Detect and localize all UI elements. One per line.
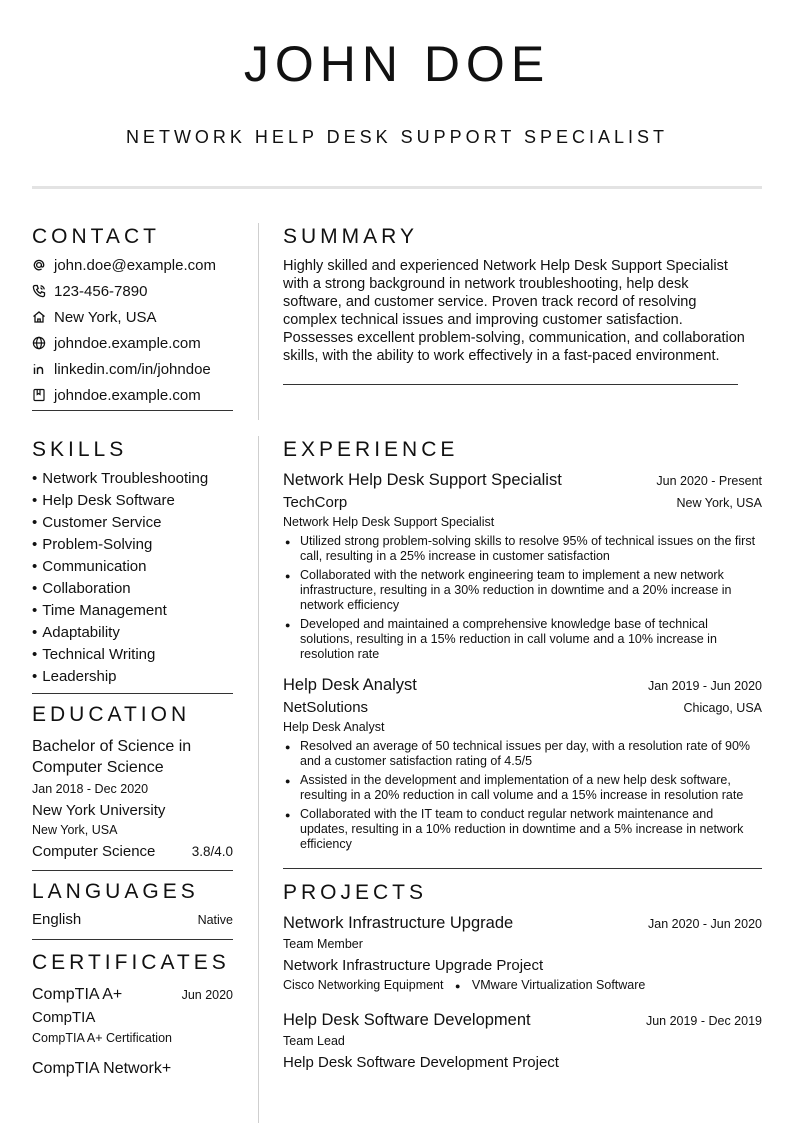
- project-entry: [283, 912, 762, 995]
- certificate-date: Jun 2020: [181, 988, 233, 1002]
- contact-section: [32, 224, 233, 411]
- experience-divider: [283, 868, 762, 869]
- project-role: Team Lead: [283, 1034, 345, 1048]
- job-role: Network Help Desk Support Specialist: [283, 515, 495, 529]
- contact-linkedin-text: linkedin.com/in/johndoe: [54, 360, 211, 378]
- certificate-name: CompTIA Network+: [32, 1060, 172, 1077]
- contact-email[interactable]: [32, 252, 233, 278]
- contact-email-text: john.doe@example.com: [54, 256, 216, 274]
- job-dates: Jan 2019 - Jun 2020: [648, 679, 762, 693]
- language-row: [32, 910, 233, 930]
- project-role: Team Member: [283, 937, 363, 951]
- certificate-description: CompTIA A+ Certification: [32, 1031, 172, 1045]
- globe-icon: [32, 336, 46, 350]
- project-tool: VMware Virtualization Software: [471, 978, 646, 992]
- skill-item: • Network Troubleshooting: [32, 470, 209, 487]
- contact-heading: CONTACT: [32, 225, 160, 248]
- contact-portfolio-text: johndoe.example.com: [54, 386, 201, 404]
- phone-icon: [32, 284, 46, 298]
- contact-portfolio[interactable]: [32, 382, 233, 408]
- education-gpa: 3.8/4.0: [191, 844, 233, 859]
- certificates-heading: CERTIFICATES: [32, 951, 230, 974]
- skill-item: • Adaptability: [32, 624, 120, 641]
- linkedin-icon: [32, 362, 46, 376]
- certificate-name: CompTIA A+: [32, 986, 123, 1003]
- education-divider: [32, 870, 233, 871]
- bookmark-icon: [32, 388, 46, 402]
- language-name: English: [32, 911, 82, 928]
- job-company: TechCorp: [283, 494, 348, 511]
- project-description: Network Infrastructure Upgrade Project: [283, 957, 544, 974]
- language-level: Native: [197, 913, 233, 927]
- skill-item: • Collaboration: [32, 580, 131, 597]
- skill-item: • Time Management: [32, 602, 167, 619]
- job-company: NetSolutions: [283, 699, 369, 716]
- projects-heading: PROJECTS: [283, 881, 428, 904]
- column-divider-top: [258, 223, 259, 420]
- contact-divider: [32, 410, 233, 411]
- home-icon: [32, 310, 46, 324]
- summary-divider: [283, 384, 738, 385]
- languages-section: [32, 879, 233, 940]
- job-location: Chicago, USA: [683, 701, 762, 715]
- job-bullet: ● Resolved an average of 50 technical issues per day, with a resolution rate of 90% and a customer satisfaction rating of 4.5/5: [283, 739, 762, 769]
- skill-item: • Communication: [32, 558, 147, 575]
- project-dates: Jan 2020 - Jun 2020: [648, 917, 762, 931]
- skills-heading: SKILLS: [32, 438, 128, 461]
- project-description: Help Desk Software Development Project: [283, 1054, 559, 1071]
- projects-section: [283, 868, 762, 1073]
- experience-entry: [283, 674, 762, 852]
- contact-website-text: johndoe.example.com: [54, 334, 201, 352]
- at-sign-icon: [32, 258, 46, 272]
- certificate-issuer: CompTIA: [32, 1009, 96, 1026]
- experience-heading: EXPERIENCE: [283, 438, 459, 461]
- contact-location-text: New York, USA: [54, 308, 157, 326]
- education-school: New York University: [32, 802, 166, 819]
- job-bullet: ● Collaborated with the IT team to conduct regular network maintenance and updates, resulting in a 10% reduction in downtime and a 5% increase in network efficiency: [283, 807, 762, 852]
- languages-heading: LANGUAGES: [32, 880, 199, 903]
- job-bullet: ● Utilized strong problem-solving skills to resolve 95% of technical issues on the first call, resulting in a 25% increase in customer satisfaction: [283, 534, 762, 564]
- contact-location: [32, 304, 233, 330]
- job-bullet: ● Collaborated with the network engineering team to implement a new network infrastructure, resulting in a 30% reduction in downtime and a 20% increase in network efficiency: [283, 568, 762, 613]
- education-field-row: [32, 842, 233, 862]
- job-location: New York, USA: [676, 496, 762, 510]
- project-title: Network Infrastructure Upgrade: [283, 914, 514, 932]
- education-heading: EDUCATION: [32, 703, 191, 726]
- skill-item: • Help Desk Software: [32, 492, 175, 509]
- header-divider: [32, 186, 762, 189]
- skill-item: • Technical Writing: [32, 646, 156, 663]
- education-degree: Bachelor of Science in Computer Science: [32, 738, 192, 776]
- project-tools: Cisco Networking Equipment ● VMware Virtualization Software: [283, 978, 646, 992]
- education-dates: Jan 2018 - Dec 2020: [32, 782, 149, 796]
- skill-item: • Leadership: [32, 668, 117, 685]
- experience-entry: [283, 469, 762, 662]
- project-dates: Jun 2019 - Dec 2019: [645, 1014, 762, 1028]
- contact-linkedin[interactable]: [32, 356, 233, 382]
- job-bullet: ● Developed and maintained a comprehensive knowledge base of technical solutions, resulting in a 15% reduction in call volume and a 10% increase in resolution rate: [283, 617, 762, 662]
- experience-section: [283, 437, 762, 856]
- summary-section: [283, 224, 762, 385]
- contact-phone[interactable]: [32, 278, 233, 304]
- job-title: Help Desk Analyst: [283, 676, 417, 694]
- job-title: Network Help Desk Support Specialist: [283, 471, 562, 489]
- skills-section: [32, 437, 233, 694]
- skill-item: • Problem-Solving: [32, 536, 153, 553]
- skills-divider: [32, 693, 233, 694]
- project-entry: [283, 1009, 762, 1073]
- certificates-section: [32, 950, 233, 1079]
- job-role: Help Desk Analyst: [283, 720, 385, 734]
- languages-divider: [32, 939, 233, 940]
- certificate-row: [32, 984, 233, 1005]
- project-tool: Cisco Networking Equipment: [283, 978, 444, 992]
- column-divider-bottom: [258, 436, 259, 1123]
- job-headline: NETWORK HELP DESK SUPPORT SPECIALIST: [125, 127, 669, 147]
- skill-item: • Customer Service: [32, 514, 162, 531]
- education-location: New York, USA: [32, 823, 118, 837]
- contact-phone-text: 123-456-7890: [54, 282, 148, 300]
- job-dates: Jun 2020 - Present: [656, 474, 762, 488]
- education-section: [32, 702, 233, 871]
- candidate-name: JOHN DOE: [243, 36, 551, 92]
- project-title: Help Desk Software Development: [283, 1011, 531, 1029]
- education-field: Computer Science: [32, 843, 156, 860]
- summary-text: Highly skilled and experienced Network Help Desk Support Specialist with a strong background in network troubleshooting, help desk software, and customer service. Proven track record of resolving complex technical issues and improving customer satisfaction. Possesses excellent problem-solving, communication, and collaboration skills, with the ability to work effectively in a fast-paced environment.: [283, 258, 745, 364]
- job-bullet: ● Assisted in the development and implementation of a new help desk software, resulting in a 20% reduction in call volume and a 15% increase in resolution rate: [283, 773, 762, 803]
- summary-heading: SUMMARY: [283, 225, 418, 248]
- contact-website[interactable]: [32, 330, 233, 356]
